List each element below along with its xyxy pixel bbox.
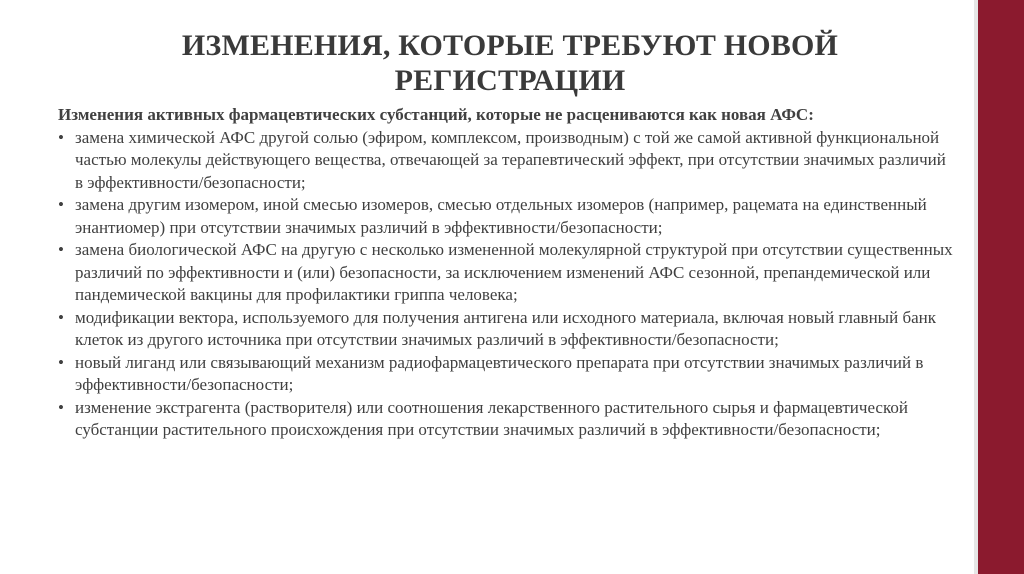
slide-title (140, 28, 880, 98)
list-item-text: новый лиганд или связывающий механизм радиофармацевтического препарата при отсутствии значимых различий в эффективности/безопасности; (75, 352, 924, 394)
bullet-icon: • (58, 397, 64, 417)
bullet-icon: • (58, 195, 64, 214)
bullet-list (58, 127, 958, 442)
bullet-icon: • (58, 127, 64, 147)
slide-title-line-1: ИЗМЕНЕНИЯ, КОТОРЫЕ ТРЕБУЮТ НОВОЙ (181, 29, 839, 62)
list-item-text: изменение экстрагента (растворителя) или соотношения лекарственного растительного сырья и фармацевтической субстанции растительного происхождения при отсутствии значимых различий в эффективности/безопасности; (75, 397, 908, 439)
accent-bar (978, 0, 1024, 574)
list-item (58, 397, 958, 442)
bullet-icon: • (58, 352, 64, 372)
subheading: Изменения активных фармацевтических субстанций, которые не расцениваются как новая АФС: (58, 105, 814, 124)
list-item (58, 352, 958, 397)
slide-title-line-2: РЕГИСТРАЦИИ (394, 64, 626, 97)
slide-content (58, 104, 958, 442)
list-item-text: замена биологической АФС на другую с несколько измененной молекулярной структурой при отсутствии существенных различий по эффективности и (или) безопасности, за исключением изменений АФС сезонной, препандемической или пандемической вакцины для профилактики гриппа человека; (75, 240, 953, 304)
list-item (58, 239, 958, 307)
bullet-icon: • (58, 240, 64, 259)
list-item-text: замена другим изомером, иной смесью изомеров, смесью отдельных изомеров (например, рацемата на единственный энантиомер) при отсутствии значимых различий в эффективности/безопасности; (75, 195, 927, 237)
list-item-text: модификации вектора, используемого для получения антигена или исходного материала, включая новый главный банк клеток из другого источника при отсутствии значимых различий в эффективности/безопасности; (75, 307, 937, 349)
list-item (58, 194, 958, 239)
list-item-text: замена химической АФС другой солью (эфиром, комплексом, производным) с той же самой активной функциональной частью молекулы действующего вещества, отвечающей за терапевтический эффект, при отсутствии значимых различий в эффективности/безопасности; (75, 127, 946, 192)
list-item (58, 307, 958, 352)
list-item (58, 127, 958, 195)
bullet-icon: • (58, 307, 64, 327)
